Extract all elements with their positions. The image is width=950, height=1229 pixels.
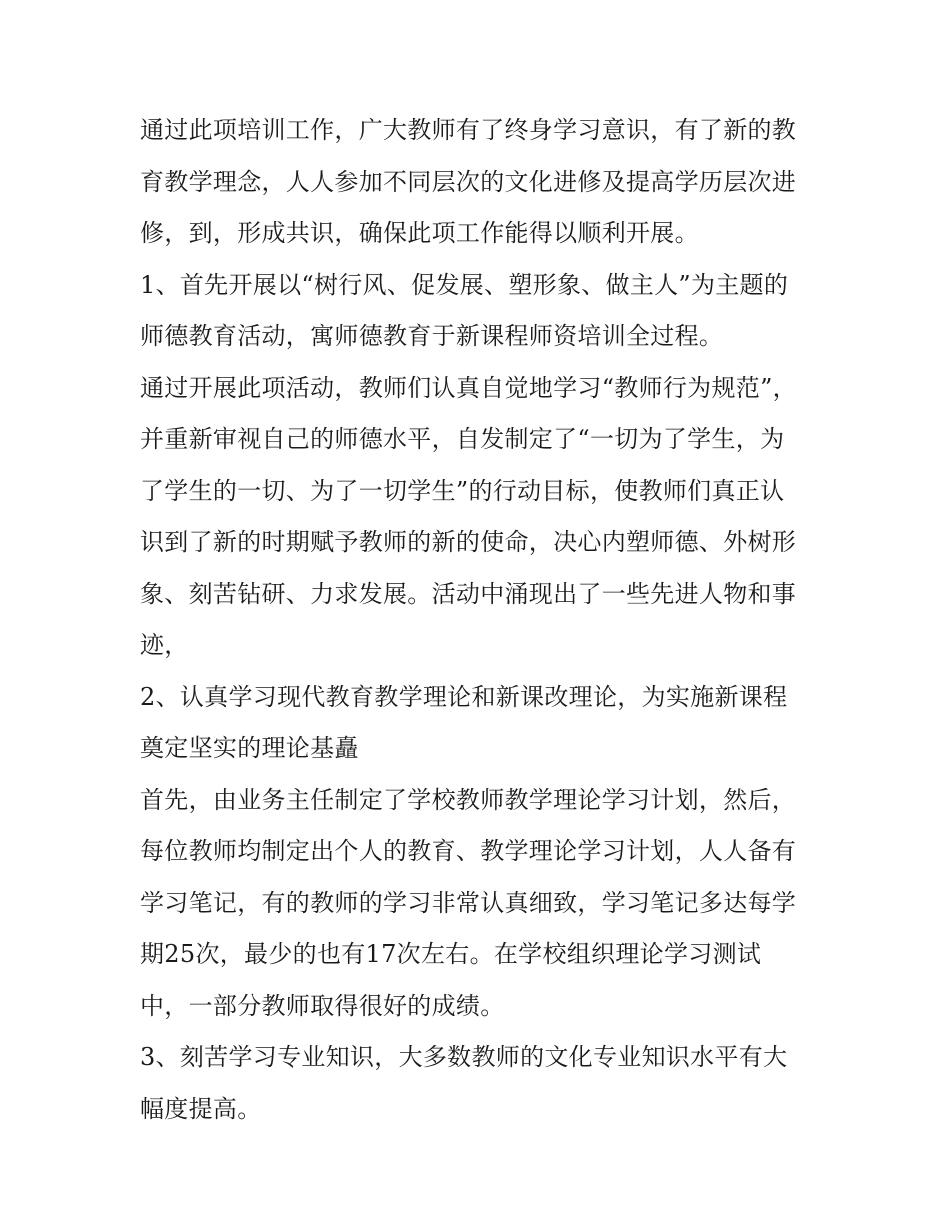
text-line: 修，到，形成共识，确保此项工作能得以顺利开展。 <box>140 219 699 247</box>
text-line: 了学生的一切、为了一切学生”的行动目标，使教师们真正认 <box>140 476 785 505</box>
text-line: 中，一部分教师取得很好的成绩。 <box>140 991 505 1020</box>
text-line: 迹， <box>140 631 189 659</box>
text-line: 奠定坚实的理论基矗 <box>140 734 359 762</box>
text-line: 通过开展此项活动，教师们认真自觉地学习“教师行为规范”， <box>140 373 797 402</box>
text-line: 识到了新的时期赋予教师的新的使命，决心内塑师德、外树形 <box>140 528 797 556</box>
text-line: 期25次，最少的也有17次左右。在学校组织理论学习测试 <box>140 940 762 968</box>
text-line: 幅度提高。 <box>140 1094 262 1123</box>
text-line: 1、首先开展以“树行风、促发展、塑形象、做主人”为主题的 <box>140 270 789 299</box>
text-line: 3、刻苦学习专业知识，大多数教师的文化专业知识水平有大 <box>140 1043 788 1071</box>
text-line: 学习笔记，有的教师的学习非常认真细致，学习笔记多达每学 <box>140 888 797 917</box>
text-line: 每位教师均制定出个人的教育、教学理论学习计划，人人备有 <box>140 837 797 865</box>
text-line: 2、认真学习现代教育教学理论和新课改理论，为实施新课程 <box>140 682 788 711</box>
text-line: 育教学理念，人人参加不同层次的文化进修及提高学历层次进 <box>140 167 797 196</box>
document-body <box>140 105 820 1135</box>
text-line: 通过此项培训工作，广大教师有了终身学习意识，有了新的教 <box>140 116 797 144</box>
text-line: 师德教育活动，寓师德教育于新课程师资培训全过程。 <box>140 322 724 350</box>
text-line: 并重新审视自己的师德水平，自发制定了“一切为了学生，为 <box>140 425 785 453</box>
text-line: 首先，由业务主任制定了学校教师教学理论学习计划，然后， <box>140 785 797 814</box>
text-line: 象、刻苦钻研、力求发展。活动中涌现出了一些先进人物和事 <box>140 579 797 608</box>
